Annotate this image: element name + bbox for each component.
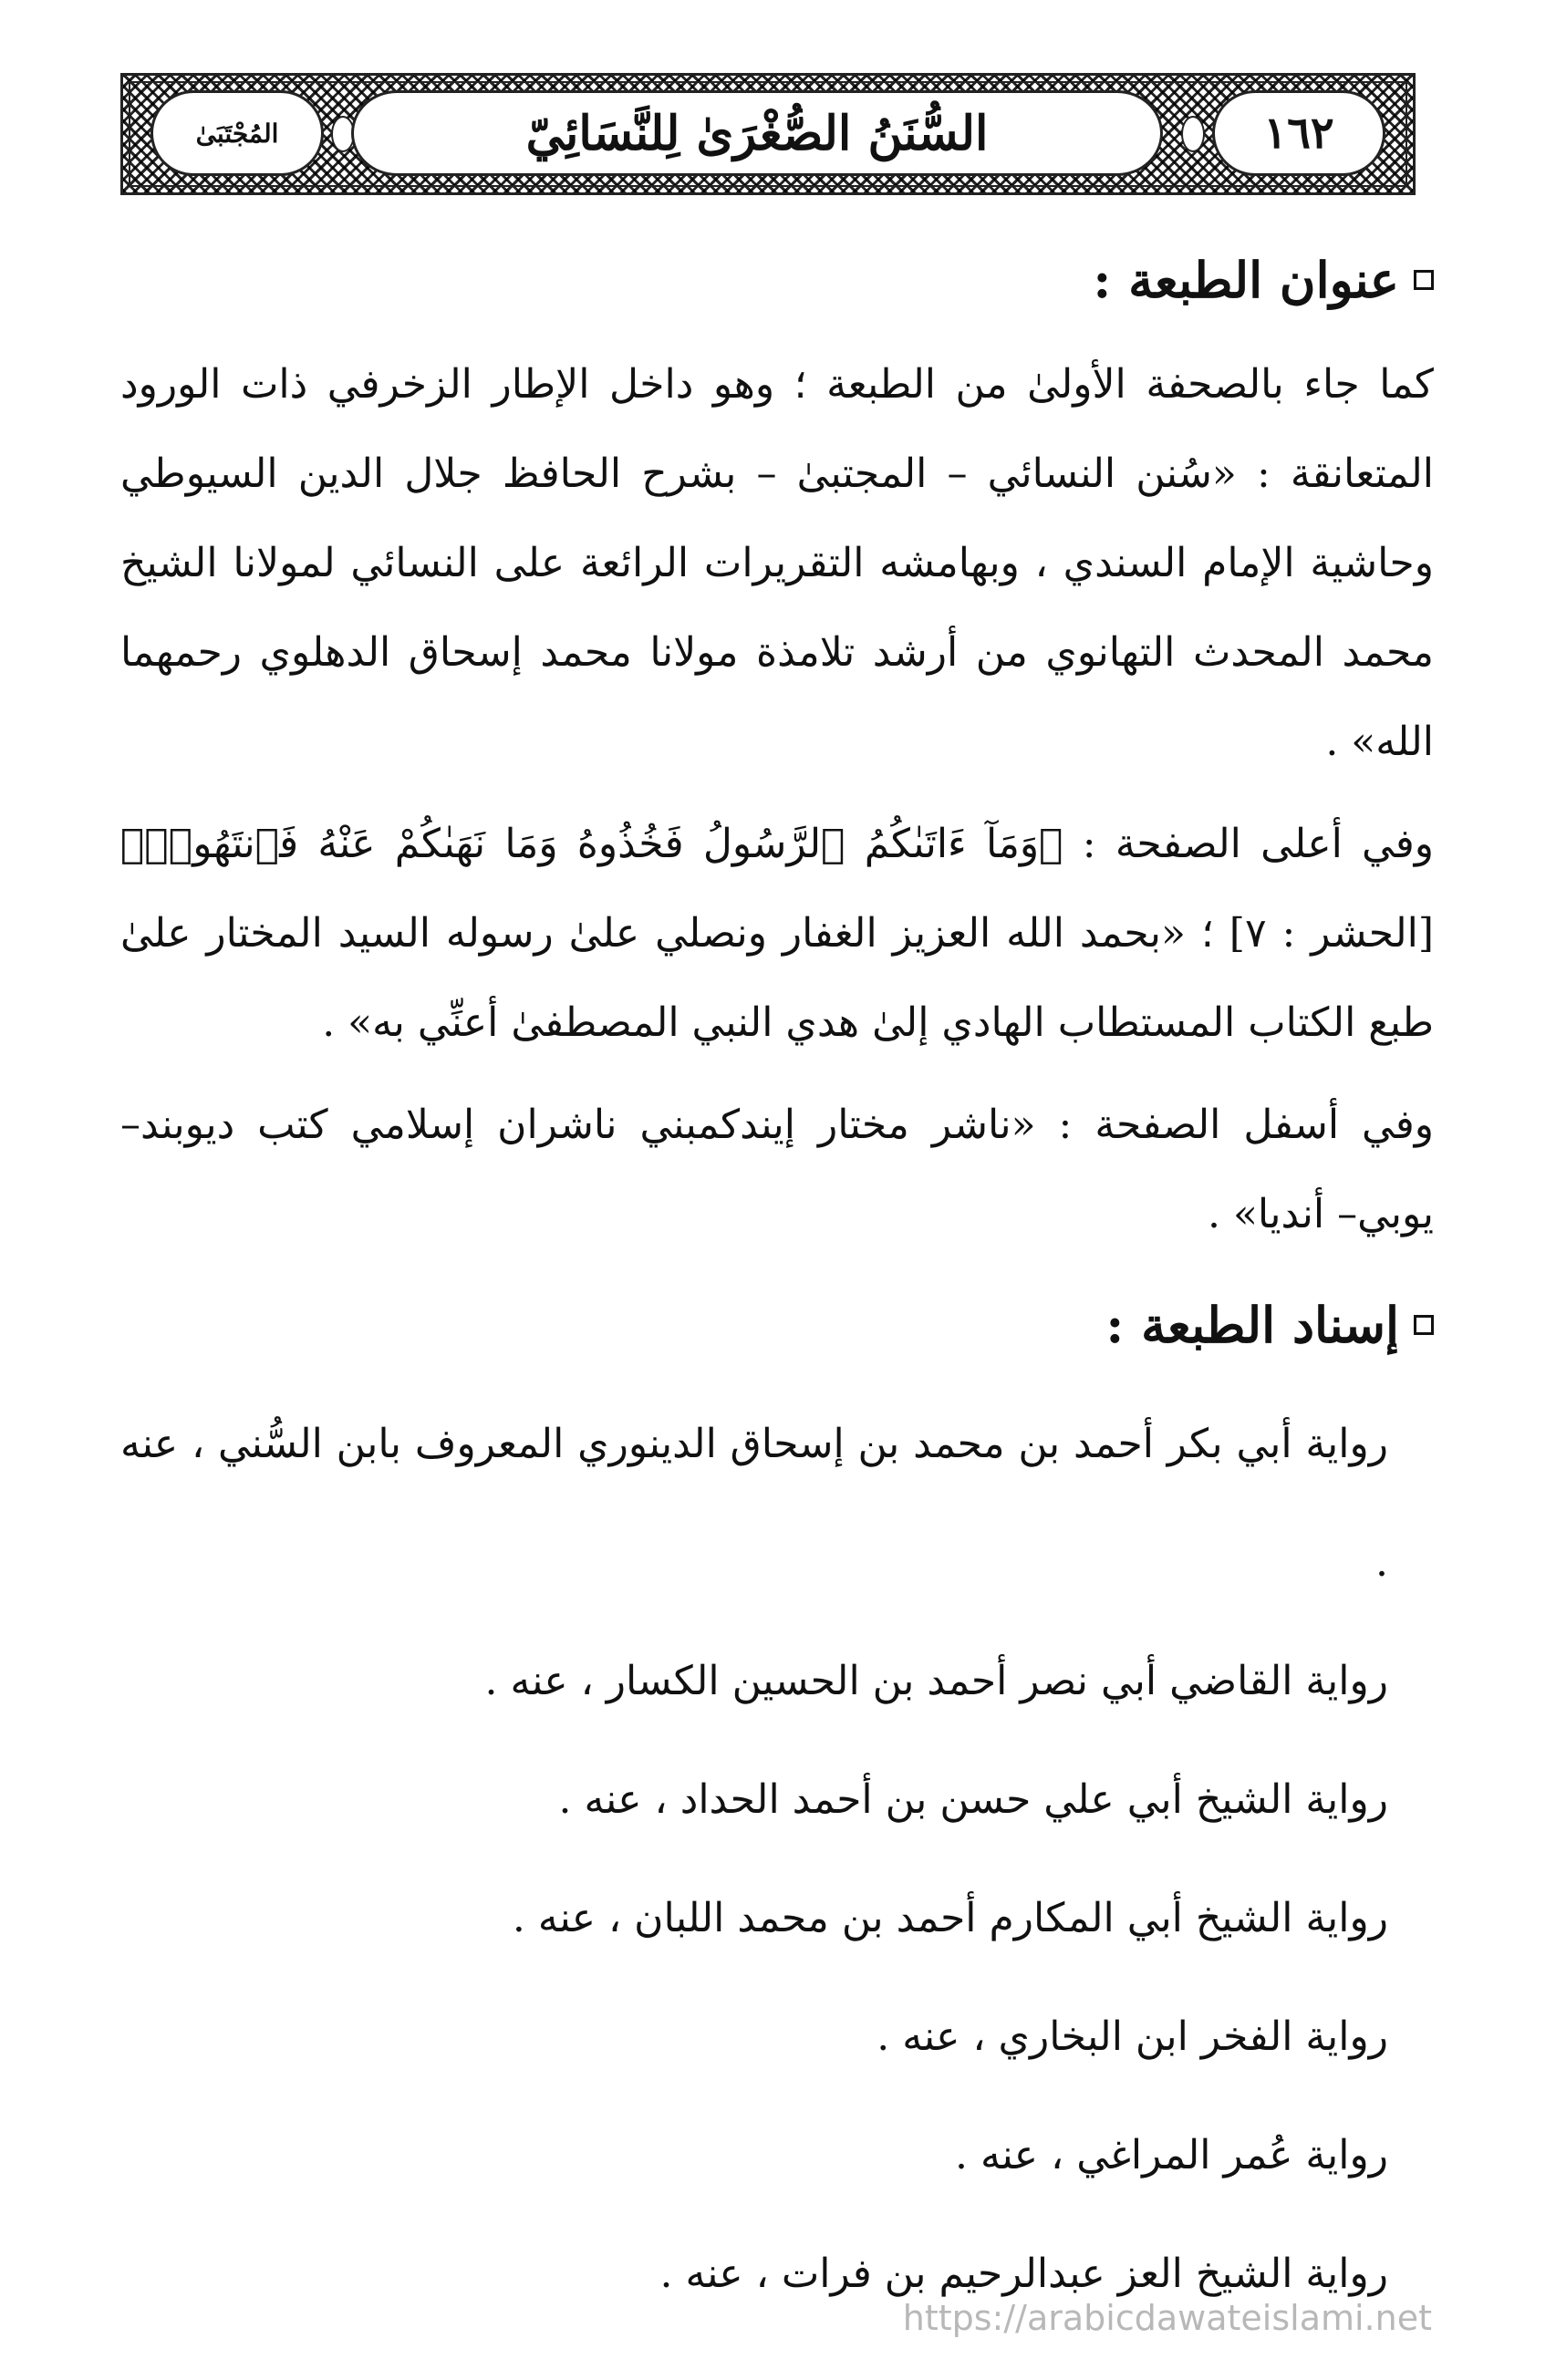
title-cartouche — [351, 90, 1163, 176]
square-bullet-icon — [1414, 1315, 1434, 1335]
list-item: رواية الشيخ أبي المكارم أحمد بن محمد اللبان ، عنه . — [512, 1895, 1388, 1941]
list-item: رواية القاضي أبي نصر أحمد بن الحسين الكسار ، عنه . — [484, 1658, 1388, 1704]
section-heading-text: إسناد الطبعة : — [1105, 1296, 1399, 1354]
ornament-right — [1181, 116, 1205, 152]
paragraph: كما جاء بالصحفة الأولىٰ من الطبعة ؛ وهو داخل الإطار الزخرفي ذات الورود المتعانقة : «سُنن النسائي – المجتبىٰ – بشرح الحافظ جلال الدين السيوطي وحاشية الإمام السندي ، وبهامشه التقريرات الرائعة على النسائي لمولانا الشيخ محمد المحدث التهانوي من أرشد تلامذة مولانا محمد إسحاق الدهلوي رحمهما الله» . — [120, 361, 1434, 765]
page-number: ١٦٢ — [1263, 108, 1334, 159]
header-badge: المُجْتَبَىٰ — [195, 118, 279, 149]
section-heading-edition-isnad — [120, 1296, 1434, 1354]
page-content — [120, 223, 1434, 2333]
watermark-url: https://arabicdawateislami.net — [902, 2298, 1432, 2338]
page-header — [120, 73, 1416, 195]
isnad-list — [120, 1385, 1434, 2333]
section-heading-edition-title — [120, 251, 1434, 309]
section-heading-text: عنوان الطبعة : — [1093, 251, 1399, 309]
page-number-cartouche — [1212, 90, 1385, 176]
list-item: رواية الفخر ابن البخاري ، عنه . — [877, 2013, 1388, 2060]
square-bullet-icon — [1414, 270, 1434, 290]
list-item: رواية الشيخ العز عبدالرحيم بن فرات ، عنه . — [659, 2251, 1388, 2297]
list-item: رواية عُمر المراغي ، عنه . — [954, 2132, 1388, 2178]
list-item: رواية الشيخ أبي علي حسن بن أحمد الحداد ، عنه . — [558, 1776, 1388, 1823]
paragraph: وفي أسفل الصفحة : «ناشر مختار إيندكمبني ناشران إسلامي كتب ديوبند– يوبي– أنديا» . — [120, 1102, 1434, 1237]
badge-cartouche — [150, 90, 324, 176]
book-title: السُّنَنُ الصُّغْرَىٰ لِلنَّسَائِيّ — [525, 105, 989, 161]
list-item: رواية أبي بكر أحمد بن محمد بن إسحاق الدينوري المعروف بابن السُّني ، عنه . — [120, 1421, 1388, 1586]
paragraph: وفي أعلى الصفحة : ﴿وَمَآ ءَاتَىٰكُمُ ٱلرَّسُولُ فَخُذُوهُ وَمَا نَهَىٰكُمْ عَنْهُ فَٱنتَهُوا۟﴾ [الحشر : ٧] ؛ «بحمد الله العزيز الغفار ونصلي علىٰ رسوله السيد المختار علىٰ طبع الكتاب المستطاب الهادي إلىٰ هدي النبي المصطفىٰ أعنِّي به» . — [120, 821, 1435, 1046]
